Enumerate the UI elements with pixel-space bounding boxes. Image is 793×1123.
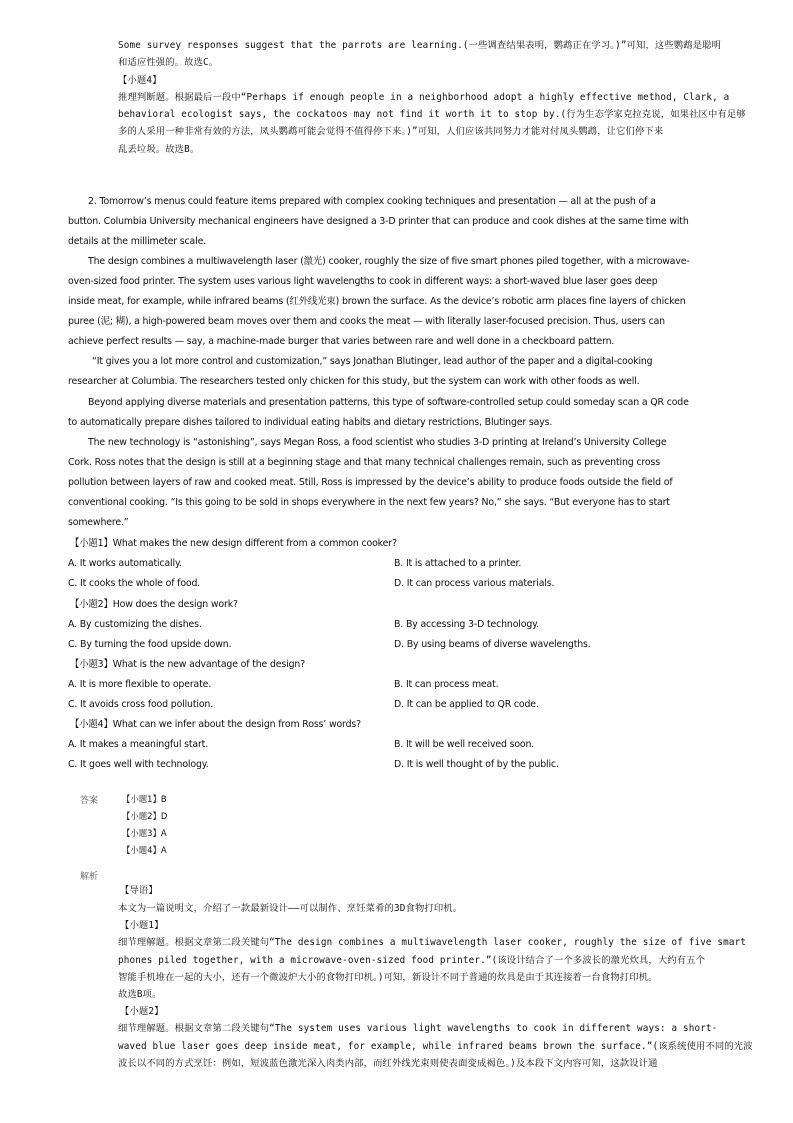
passage-line: button. Columbia University mechanical engineers have designed a 3-D printer that can produce and cook dishes at the same time with xyxy=(68,216,689,227)
explanation-line: 乱丢垃圾。故选B。 xyxy=(118,144,200,155)
passage-line: achieve perfect results — say, a machine-made burger that varies between rare and well done in a checkboard pattern. xyxy=(68,336,615,347)
explanation-line: 推理判断题。根据最后一段中“Perhaps if enough people in a neighborhood adopt a highly effective method, Clark, a xyxy=(118,92,730,103)
option-b: B. It can process meat. xyxy=(394,679,499,690)
option-a: A. It makes a meaningful start. xyxy=(68,739,209,750)
passage-line: puree (泥; 糊), a high-powered beam moves over them and cooks the meat — with literally laser-focused precision. Thus, users can xyxy=(68,316,665,327)
analysis-line: waved blue laser goes deep inside meat, for example, while infrared beams brown the surface.”(该系统使用不同的光波 xyxy=(118,1041,753,1052)
option-c: C. It cooks the whole of food. xyxy=(68,578,201,589)
passage-line: 2. Tomorrow’s menus could feature items prepared with complex cooking techniques and presentation — all at the push of a xyxy=(88,196,656,207)
answer-label: 答案 xyxy=(80,796,99,806)
passage-line: conventional cooking. “Is this going to be sold in shops everywhere in the next few years? No,” she says. “But everyone has to start xyxy=(68,497,670,508)
analysis-line: phones piled together, with a microwave-oven-sized food printer.”(该设计结合了一个多波长的激光炊具，大约有五个 xyxy=(118,955,706,966)
passage-line: Cork. Ross notes that the design is still at a beginning stage and that many technical challenges remain, such as preventing cross xyxy=(68,457,660,468)
analysis-line: 细节理解题。根据文章第二段关键句“The design combines a multiwavelength laser cooker, roughly the size of five smart xyxy=(118,937,747,948)
passage-line: The design combines a multiwavelength laser (激光) cooker, roughly the size of five smart phones piled together, with a microwave- xyxy=(88,256,690,267)
analysis-line: 【小题2】 xyxy=(120,1006,164,1017)
analysis-label: 解析 xyxy=(80,872,99,882)
option-c: C. It goes well with technology. xyxy=(68,759,209,770)
question-stem: 【小题3】What is the new advantage of the design? xyxy=(70,659,306,670)
explanation-line: 【小题4】 xyxy=(118,75,162,86)
passage-line: The new technology is “astonishing”, says Megan Ross, a food scientist who studies 3-D printing at Ireland’s University College xyxy=(88,437,667,448)
passage-line: to automatically prepare dishes tailored to individual eating habits and dietary restrictions, Blutinger says. xyxy=(68,417,553,428)
explanation-line: 多的人采用一种非常有效的方法，凤头鹦鹉可能会觉得不值得停下来。)”可知，人们应该共同努力才能对付凤头鹦鹉，让它们停下来 xyxy=(118,126,664,137)
passage-line: somewhere.” xyxy=(68,517,129,528)
option-c: C. It avoids cross food pollution. xyxy=(68,699,214,710)
passage-line: oven-sized food printer. The system uses various light wavelengths to cook in different ways: a short-waved blue laser goes deep xyxy=(68,276,658,287)
option-b: B. It will be well received soon. xyxy=(394,739,535,750)
explanation-line: 和适应性强的。故选C。 xyxy=(118,57,219,68)
option-a: A. It works automatically. xyxy=(68,558,182,569)
option-b: B. By accessing 3-D technology. xyxy=(394,619,540,630)
analysis-line: 细节理解题。根据文章第二段关键句“The system uses various light wavelengths to cook in different ways: a short- xyxy=(118,1023,718,1034)
analysis-line: 【导语】 xyxy=(120,885,158,896)
option-d: D. It is well thought of by the public. xyxy=(394,759,559,770)
question-stem: 【小题1】What makes the new design different from a common cooker? xyxy=(70,538,397,549)
option-a: A. By customizing the dishes. xyxy=(68,619,202,630)
answer-line: 【小题2】D xyxy=(122,811,168,821)
analysis-line: 【小题1】 xyxy=(120,920,164,931)
answer-line: 【小题4】A xyxy=(122,845,167,855)
question-stem: 【小题2】How does the design work? xyxy=(70,599,238,610)
option-a: A. It is more flexible to operate. xyxy=(68,679,212,690)
analysis-line: 波长以不同的方式烹饪：例如，短波蓝色激光深入肉类内部，而红外线光束则使表面变成褐色。)及本段下文内容可知，这款设计通 xyxy=(118,1058,658,1069)
explanation-line: Some survey responses suggest that the parrots are learning.(一些调查结果表明，鹦鹉正在学习。)”可知，这些鹦鹉是聪明 xyxy=(118,40,722,51)
option-d: D. It can process various materials. xyxy=(394,578,555,589)
passage-line: pollution between layers of raw and cooked meat. Still, Ross is impressed by the device’s ability to produce foods outside the field of xyxy=(68,477,673,488)
passage-line: “It gives you a lot more control and customization,” says Jonathan Blutinger, lead author of the paper and a digital-cooking xyxy=(92,356,653,367)
answer-line: 【小题1】B xyxy=(122,794,167,804)
answer-line: 【小题3】A xyxy=(122,828,167,838)
passage-line: researcher at Columbia. The researchers tested only chicken for this study, but the system can work with other foods as well. xyxy=(68,376,640,387)
option-b: B. It is attached to a printer. xyxy=(394,558,522,569)
analysis-line: 本文为一篇说明文，介绍了一款最新设计——可以制作、烹饪菜肴的3D食物打印机。 xyxy=(118,903,463,914)
analysis-line: 故选B项。 xyxy=(118,989,162,1000)
analysis-line: 智能手机堆在一起的大小，还有一个微波炉大小的食物打印机。)可知，新设计不同于普通的炊具是由于其连接着一台食物打印机。 xyxy=(118,972,658,983)
explanation-line: behavioral ecologist says, the cockatoos may not find it worth it to stop by.(行为生态学家克拉克说，如果社区中有足够 xyxy=(118,109,746,120)
option-c: C. By turning the food upside down. xyxy=(68,639,232,650)
passage-line: Beyond applying diverse materials and presentation patterns, this type of software-controlled setup could someday scan a QR code xyxy=(88,397,689,408)
question-stem: 【小题4】What can we infer about the design from Ross’ words? xyxy=(70,719,361,730)
option-d: D. By using beams of diverse wavelengths. xyxy=(394,639,591,650)
option-d: D. It can be applied to QR code. xyxy=(394,699,539,710)
passage-line: inside meat, for example, while infrared beams (红外线光束) brown the surface. As the device’s robotic arm places fine layers of chicken xyxy=(68,296,686,307)
passage-line: details at the millimeter scale. xyxy=(68,236,207,247)
